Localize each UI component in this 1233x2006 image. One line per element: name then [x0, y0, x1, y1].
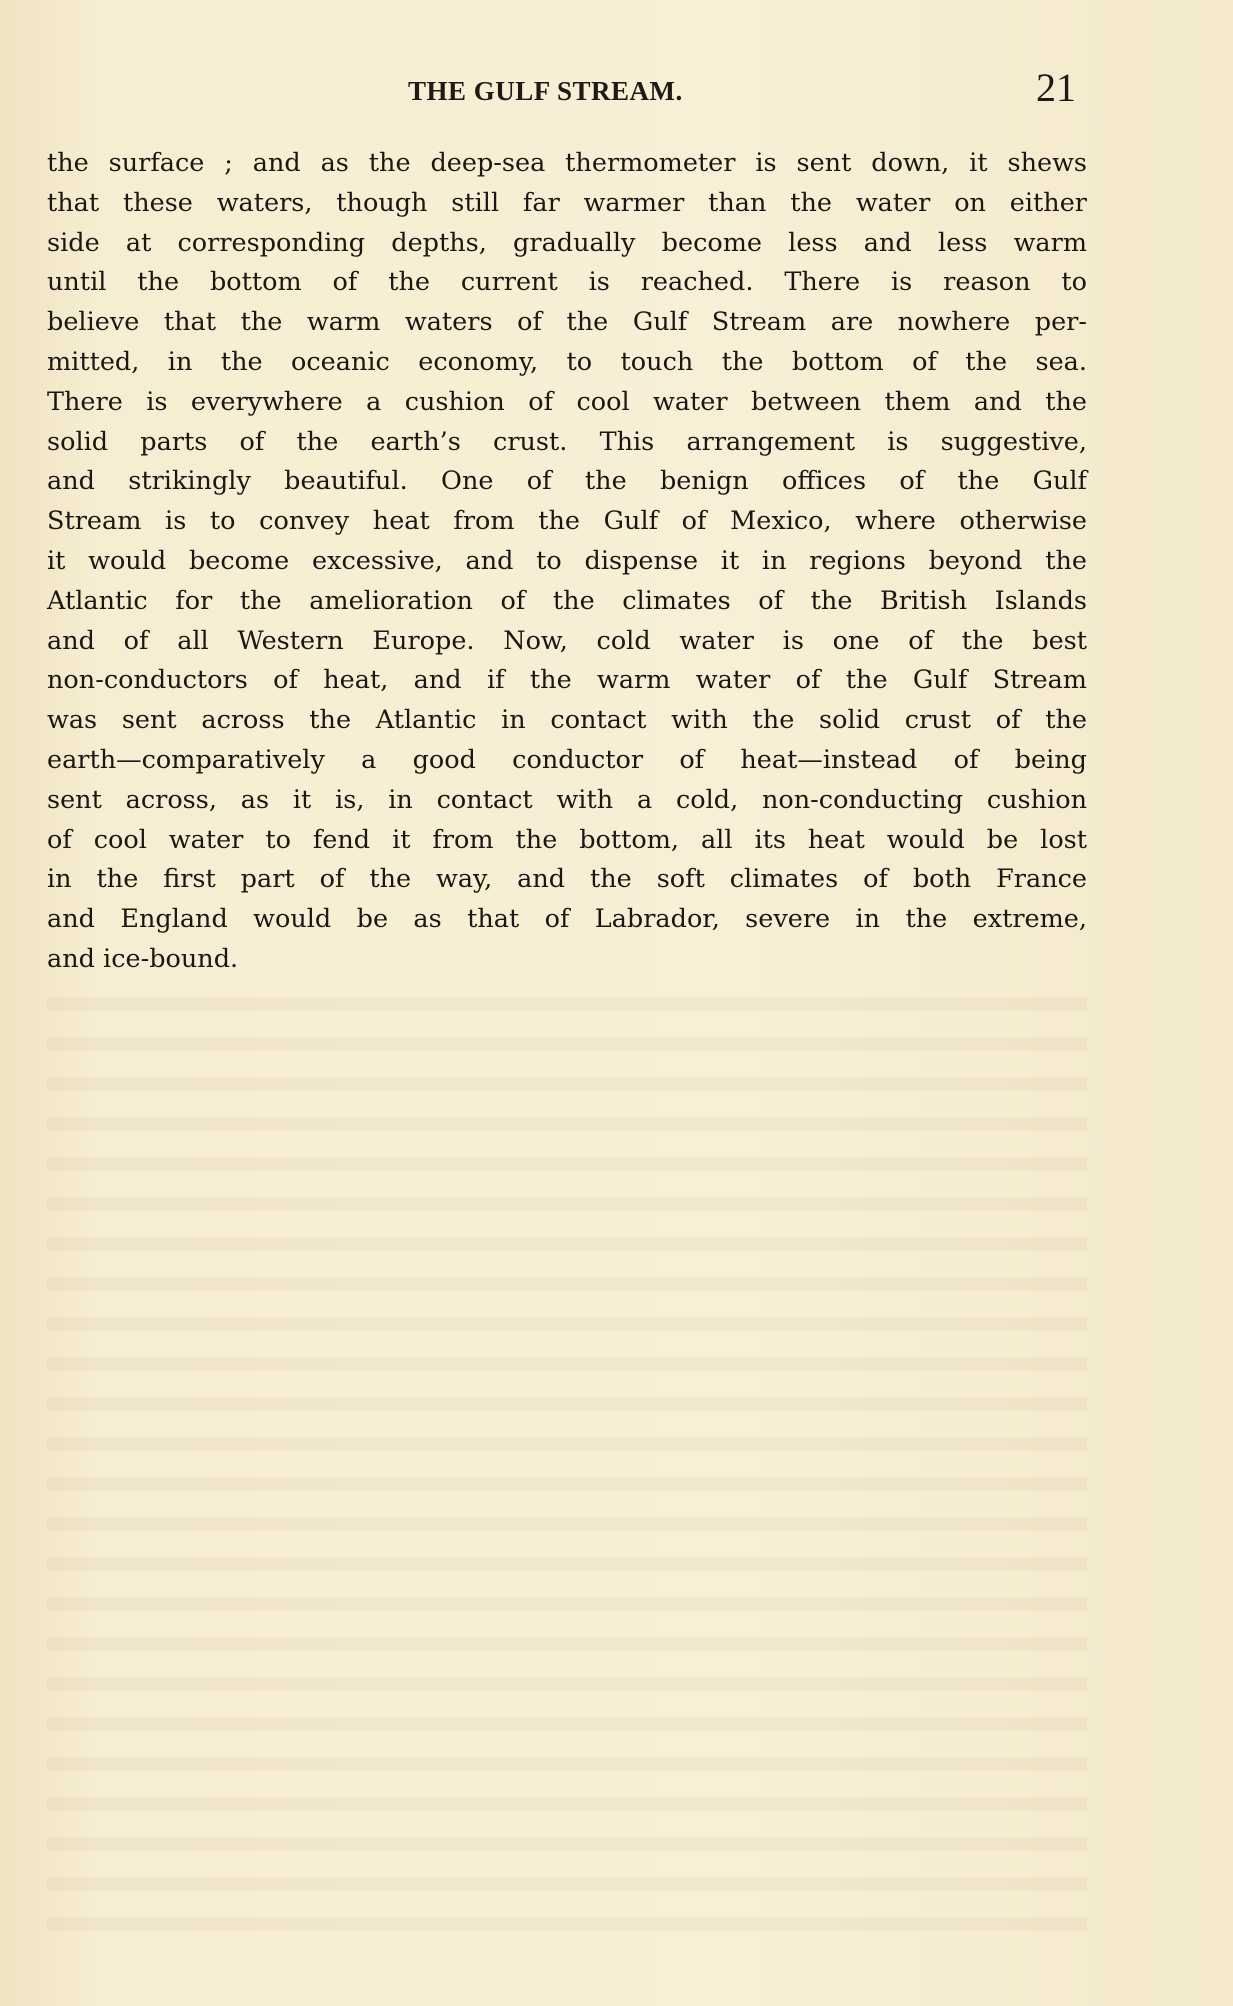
text-line: and strikingly beautiful. One of the benign offices of the Gulf	[47, 466, 1087, 497]
text-line: Stream is to convey heat from the Gulf of Mexico, where otherwise	[47, 506, 1087, 537]
text-line: Atlantic for the amelioration of the climates of the British Islands	[47, 585, 1087, 616]
text-line: it would become excessive, and to dispense it in regions beyond the	[47, 545, 1087, 576]
text-line: believe that the warm waters of the Gulf Stream are nowhere per-	[47, 307, 1087, 338]
text-line: mitted, in the oceanic economy, to touch the bottom of the sea.	[47, 346, 1087, 377]
body-paragraph	[47, 144, 1087, 980]
text-line: and of all Western Europe. Now, cold water is one of the best	[47, 625, 1087, 656]
text-line: sent across, as it is, in contact with a cold, non-conducting cushion	[47, 784, 1087, 815]
text-line-last: and ice-bound.	[47, 943, 239, 974]
page-header	[0, 62, 1233, 122]
text-line: of cool water to fend it from the bottom, all its heat would be lost	[47, 824, 1087, 855]
page-number: 21	[1036, 65, 1076, 110]
text-line: until the bottom of the current is reached. There is reason to	[47, 267, 1087, 298]
text-line: the surface ; and as the deep-sea thermometer is sent down, it shews	[47, 148, 1087, 178]
text-line: non-conductors of heat, and if the warm water of the Gulf Stream	[47, 665, 1087, 696]
text-line: There is everywhere a cushion of cool water between them and the	[47, 386, 1087, 417]
text-line: was sent across the Atlantic in contact with the solid crust of the	[47, 705, 1087, 736]
text-line: side at corresponding depths, gradually become less and less warm	[47, 227, 1087, 258]
text-line: and England would be as that of Labrador, severe in the extreme,	[47, 904, 1087, 935]
text-line: solid parts of the earth’s crust. This arrangement is suggestive,	[47, 426, 1087, 457]
text-line: earth—comparatively a good conductor of heat—instead of being	[47, 744, 1087, 775]
text-line: in the first part of the way, and the soft climates of both France	[47, 864, 1087, 895]
reverse-page-show-through	[47, 975, 1087, 1935]
running-title: THE GULF STREAM.	[408, 76, 683, 106]
text-line: that these waters, though still far warmer than the water on either	[47, 187, 1087, 218]
